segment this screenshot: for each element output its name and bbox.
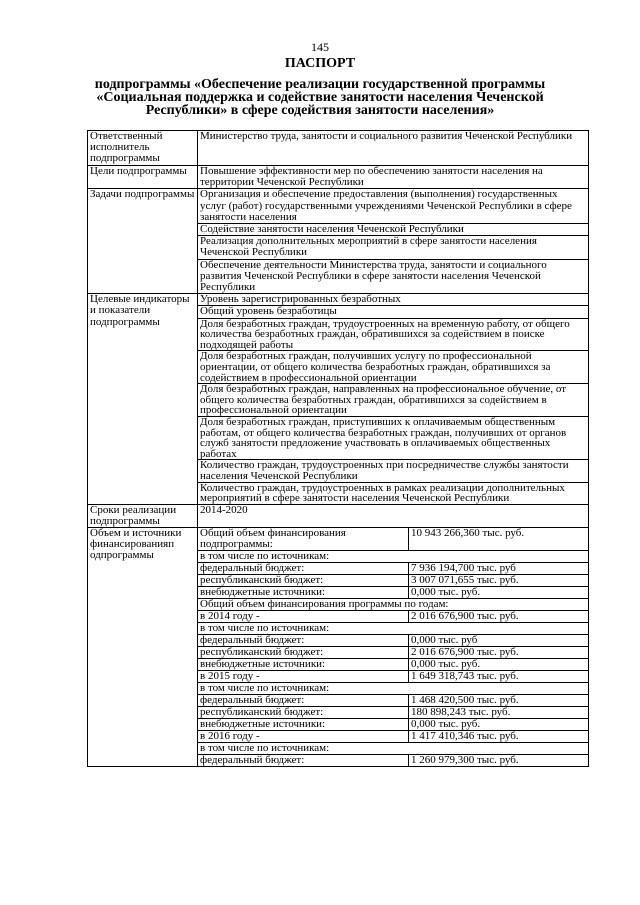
funding-ext-value: 0,000 тыс. руб.	[409, 587, 589, 599]
task-item: Реализация дополнительных мероприятий в сфере занятости населения Чеченской Республики	[198, 236, 589, 259]
funding-year-label: в 2015 году -	[198, 671, 409, 683]
tasks-label: Задачи подпрограммы	[88, 189, 198, 294]
indicator-item: Общий уровень безработицы	[198, 306, 589, 318]
indicator-item: Доля безработных граждан, трудоустроенных на временную работу, от общего количества безработных граждан, обратившихся за содействием в поиске подходящей работы	[198, 318, 589, 351]
funding-sources-header: в том числе по источникам:	[198, 743, 589, 755]
funding-sources-header: в том числе по источникам:	[198, 551, 589, 563]
timeline-label: Сроки реализации подпрограммы	[88, 504, 198, 527]
indicator-item: Количество граждан, трудоустроенных при посредничестве службы занятости населения Чеченской Республики	[198, 460, 589, 482]
funding-ext-label: внебюджетные источники:	[198, 719, 409, 731]
goals-value: Повышение эффективности мер по обеспечению занятости населения на территории Чеченской Республики	[198, 166, 589, 189]
funding-sources-header: в том числе по источникам:	[198, 623, 589, 635]
funding-fed-value: 0,000 тыс. руб	[409, 635, 589, 647]
funding-fed-value: 1 468 420,500 тыс. руб.	[409, 695, 589, 707]
funding-fed-label: федеральный бюджет:	[198, 755, 409, 767]
funding-year-value: 1 649 318,743 тыс. руб.	[409, 671, 589, 683]
funding-year-value: 2 016 676,900 тыс. руб.	[409, 611, 589, 623]
funding-by-years-header: Общий объем финансирования программы по годам:	[198, 599, 589, 611]
goals-label: Цели подпрограммы	[88, 166, 198, 189]
funding-year-value: 1 417 410,346 тыс. руб.	[409, 731, 589, 743]
funding-year-label: в 2016 году -	[198, 731, 409, 743]
indicators-label: Целевые индикаторы и показатели подпрограммы	[88, 294, 198, 505]
funding-ext-value: 0,000 тыс. руб.	[409, 659, 589, 671]
funding-label: Объем и источники финансированияп одпрограммы	[88, 528, 198, 767]
funding-ext-label: внебюджетные источники:	[198, 659, 409, 671]
table-row	[88, 131, 589, 166]
funding-rep-label: республиканский бюджет:	[198, 647, 409, 659]
passport-table	[87, 130, 589, 767]
funding-rep-value: 3 007 071,655 тыс. руб.	[409, 575, 589, 587]
funding-fed-label: федеральный бюджет:	[198, 635, 409, 647]
executor-label: Ответственный исполнитель подпрограммы	[88, 131, 198, 166]
task-item: Обеспечение деятельности Министерства труда, занятости и социального развития Чеченской Республики в сфере занятости населения Чеченской Республики	[198, 259, 589, 294]
timeline-value: 2014-2020	[198, 504, 589, 527]
funding-rep-label: республиканский бюджет:	[198, 575, 409, 587]
table-row	[88, 166, 589, 189]
funding-fed-label: федеральный бюджет:	[198, 695, 409, 707]
funding-total-label: Общий объем финансирования подпрограммы:	[198, 528, 409, 551]
funding-rep-value: 180 898,243 тыс. руб.	[409, 707, 589, 719]
document-title: ПАСПОРТ	[284, 56, 356, 71]
executor-value: Министерство труда, занятости и социального развития Чеченской Республики	[198, 131, 589, 166]
document-subtitle: подпрограммы «Обеспечение реализации государственной программы «Социальная поддержка и содействие занятости населения Чеченской Республики» в сфере содействия занятости населения»	[94, 77, 546, 118]
funding-fed-value: 7 936 194,700 тыс. руб	[409, 563, 589, 575]
task-item: Содействие занятости населения Чеченской Республики	[198, 224, 589, 236]
indicator-item: Доля безработных граждан, направленных на профессиональное обучение, от общего количества безработных граждан, обратившихся за содействием в профессиональной ориентации	[198, 384, 589, 417]
page-number: 145	[311, 40, 329, 54]
indicator-item: Уровень зарегистрированных безработных	[198, 294, 589, 306]
table-row	[88, 504, 589, 527]
funding-fed-label: федеральный бюджет:	[198, 563, 409, 575]
funding-rep-label: республиканский бюджет:	[198, 707, 409, 719]
funding-year-label: в 2014 году -	[198, 611, 409, 623]
funding-ext-label: внебюджетные источники:	[198, 587, 409, 599]
table-row	[88, 528, 589, 551]
indicator-item: Количество граждан, трудоустроенных в рамках реализации дополнительных мероприятий в сфере занятости населения Чеченской Республики	[198, 482, 589, 504]
funding-sources-header: в том числе по источникам:	[198, 683, 589, 695]
funding-total-value: 10 943 266,360 тыс. руб.	[409, 528, 589, 551]
indicator-item: Доля безработных граждан, получивших услугу по профессиональной ориентации, от общего количества безработных граждан, обратившихся за содействием в профессиональной ориентации	[198, 351, 589, 384]
table-row	[88, 189, 589, 224]
task-item: Организация и обеспечение предоставления (выполнения) государственных услуг (работ) государственными учреждениями Чеченской Республики в сфере занятости населения	[198, 189, 589, 224]
funding-fed-value: 1 260 979,300 тыс. руб.	[409, 755, 589, 767]
indicator-item: Доля безработных граждан, приступивших к оплачиваемым общественным работам, от общего количества безработных граждан, получивших от органов служб занятости предложение участвовать в оплачиваемых общественных работах	[198, 416, 589, 459]
funding-rep-value: 2 016 676,900 тыс. руб.	[409, 647, 589, 659]
funding-ext-value: 0,000 тыс. руб.	[409, 719, 589, 731]
table-row	[88, 294, 589, 306]
